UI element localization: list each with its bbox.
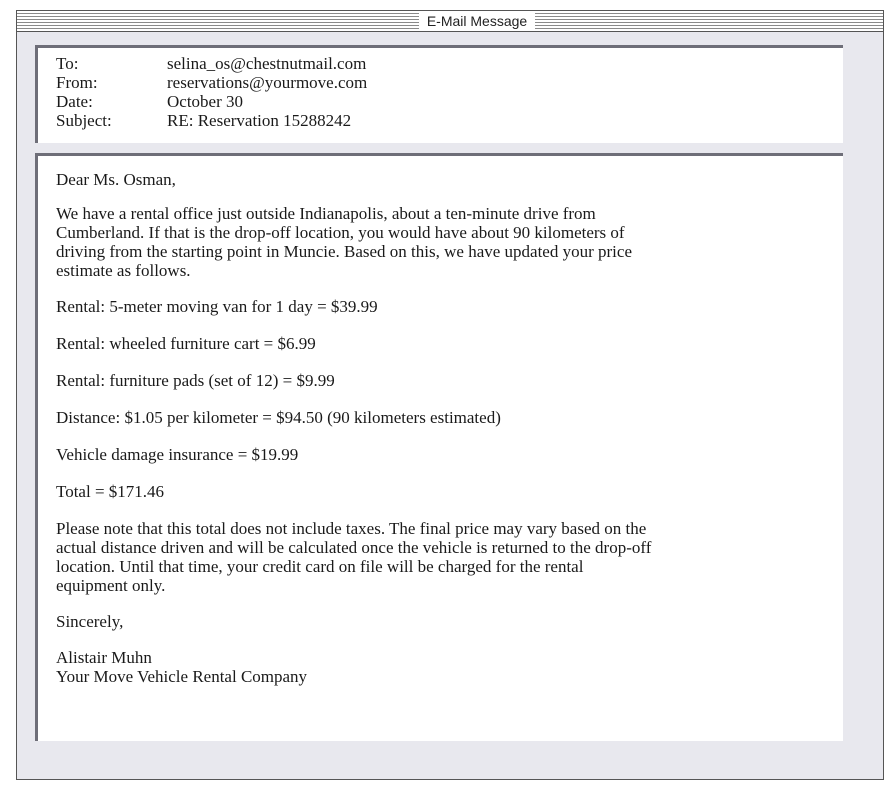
signature: [56, 648, 823, 686]
to-label: To:: [56, 54, 79, 73]
line-item-pads: Rental: furniture pads (set of 12) = $9.99: [56, 371, 335, 390]
intro-line: driving from the starting point in Muncie. Based on this, we have updated your price: [56, 242, 632, 261]
date-label: Date:: [56, 92, 93, 111]
subject-row: [56, 111, 843, 130]
intro-line: estimate as follows.: [56, 261, 191, 280]
from-value: reservations@yourmove.com: [167, 73, 368, 92]
note-paragraph: [56, 519, 823, 595]
email-body: [35, 153, 843, 741]
window-title: E-Mail Message: [419, 12, 535, 30]
sender-company: Your Move Vehicle Rental Company: [56, 667, 308, 686]
date-row: [56, 92, 843, 111]
to-value: selina_os@chestnutmail.com: [167, 54, 367, 73]
title-bar[interactable]: [17, 11, 883, 32]
subject-label: Subject:: [56, 111, 112, 130]
greeting: Dear Ms. Osman,: [56, 170, 176, 189]
note-line: actual distance driven and will be calculated once the vehicle is returned to the drop-off: [56, 538, 652, 557]
line-item-van: Rental: 5-meter moving van for 1 day = $39.99: [56, 297, 378, 316]
email-header: [35, 45, 843, 143]
line-item-insurance: Vehicle damage insurance = $19.99: [56, 445, 299, 464]
email-window: [16, 10, 884, 780]
from-label: From:: [56, 73, 98, 92]
note-line: equipment only.: [56, 576, 166, 595]
intro-line: We have a rental office just outside Indianapolis, about a ten-minute drive from: [56, 204, 596, 223]
sender-name: Alistair Muhn: [56, 648, 152, 667]
line-item-total: Total = $171.46: [56, 482, 165, 501]
sign-off: Sincerely,: [56, 612, 124, 631]
note-line: location. Until that time, your credit card on file will be charged for the rental: [56, 557, 584, 576]
note-line: Please note that this total does not include taxes. The final price may vary based on the: [56, 519, 647, 538]
line-item-cart: Rental: wheeled furniture cart = $6.99: [56, 334, 316, 353]
intro-paragraph: [56, 204, 823, 280]
line-item-distance: Distance: $1.05 per kilometer = $94.50 (90 kilometers estimated): [56, 408, 501, 427]
from-row: [56, 73, 843, 92]
to-row: [56, 54, 843, 73]
intro-line: Cumberland. If that is the drop-off location, you would have about 90 kilometers of: [56, 223, 625, 242]
subject-value: RE: Reservation 15288242: [167, 111, 352, 130]
date-value: October 30: [167, 92, 244, 111]
